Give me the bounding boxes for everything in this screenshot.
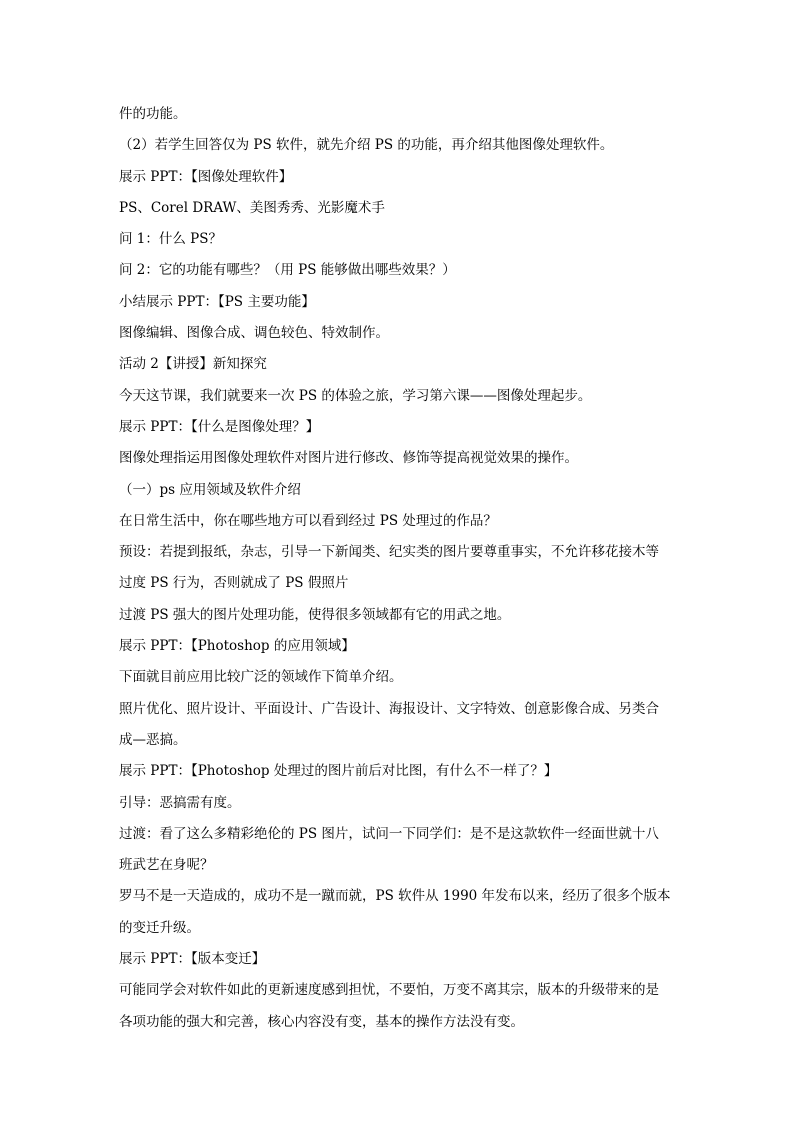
text-line: 引导：恶搞需有度。 xyxy=(119,794,241,811)
text-line: 今天这节课，我们就要来一次 PS 的体验之旅，学习第六课——图像处理起步。 xyxy=(119,387,592,404)
text-line: 班武艺在身呢？ xyxy=(119,857,214,874)
text-line: 的变迁升级。 xyxy=(119,919,200,936)
document-body xyxy=(119,99,679,1038)
text-line: 可能同学会对软件如此的更新速度感到担忧，不要怕，万变不离其宗，版本的升级带来的是 xyxy=(119,982,659,999)
text-line: 展示 PPT：【图像处理软件】 xyxy=(119,168,293,185)
text-line: 预设：若提到报纸，杂志，引导一下新闻类、纪实类的图片要尊重事实，不允许移花接木等 xyxy=(119,544,659,561)
text-line: 问 2：它的功能有哪些？（用 PS 能够做出哪些效果？） xyxy=(119,262,456,279)
text-line: 过度 PS 行为，否则就成了 PS 假照片 xyxy=(119,575,349,592)
text-line: 件的功能。 xyxy=(119,106,187,122)
text-line: 展示 PPT：【Photoshop 的应用领域】 xyxy=(119,638,355,655)
text-line: 各项功能的强大和完善，核心内容没有变，基本的操作方法没有变。 xyxy=(119,1013,524,1030)
text-line: 图像编辑、图像合成、调色较色、特效制作。 xyxy=(119,325,389,342)
text-line: 小结展示 PPT：【PS 主要功能】 xyxy=(119,293,315,310)
text-line: 展示 PPT：【什么是图像处理？】 xyxy=(119,418,320,435)
text-line: 展示 PPT：【Photoshop 处理过的图片前后对比图，有什么不一样了？】 xyxy=(119,763,558,780)
text-line: 图像处理指运用图像处理软件对图片进行修改、修饰等提高视觉效果的操作。 xyxy=(119,450,578,467)
text-line: （2）若学生回答仅为 PS 软件，就先介绍 PS 的功能，再介绍其他图像处理软件。 xyxy=(119,137,614,154)
text-line: 过渡 PS 强大的图片处理功能，使得很多领域都有它的用武之地。 xyxy=(119,606,511,623)
section-heading: （一）ps 应用领域及软件介绍 xyxy=(119,481,301,498)
text-line: 在日常生活中，你在哪些地方可以看到经过 PS 处理过的作品？ xyxy=(119,512,497,529)
text-line: 成—恶搞。 xyxy=(119,731,187,748)
section-heading: 活动 2【讲授】新知探究 xyxy=(119,356,267,373)
text-line: PS、Corel DRAW、美图秀秀、光影魔术手 xyxy=(119,199,385,216)
text-line: 下面就目前应用比较广泛的领域作下简单介绍。 xyxy=(119,669,403,686)
text-line: 展示 PPT：【版本变迁】 xyxy=(119,951,266,968)
text-line: 过渡：看了这么多精彩绝伦的 PS 图片，试问一下同学们：是不是这款软件一经面世就十八 xyxy=(119,825,659,842)
text-line: 问 1：什么 PS？ xyxy=(119,231,223,248)
text-line: 照片优化、照片设计、平面设计、广告设计、海报设计、文字特效、创意影像合成、另类合 xyxy=(119,700,659,717)
text-line: 罗马不是一天造成的，成功不是一蹴而就，PS 软件从 1990 年发布以来，经历了很多个版本 xyxy=(119,888,671,905)
